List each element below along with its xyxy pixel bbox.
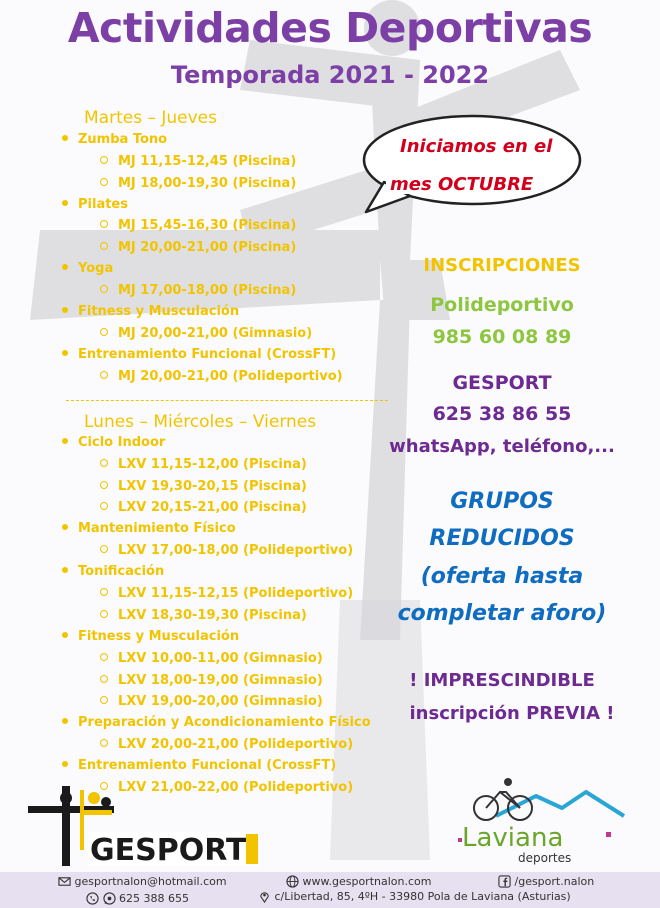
grupos-line-4: completar aforo) xyxy=(397,601,607,626)
bullet-icon xyxy=(62,567,68,573)
footer-facebook[interactable]: /gesport.nalon xyxy=(498,875,594,889)
schedule-item: LXV 10,00-11,00 (Gimnasio) xyxy=(100,651,323,666)
polideportivo-phone: 985 60 08 89 xyxy=(432,326,572,348)
activity-item: Tonificación xyxy=(62,564,164,579)
page-title: Actividades Deportivas xyxy=(67,4,593,52)
schedule-item: LXV 19,00-20,00 (Gimnasio) xyxy=(100,694,323,709)
imprescindible-line-1: ! IMPRESCINDIBLE xyxy=(409,670,595,691)
circle-bullet-icon xyxy=(100,653,108,661)
gesport-logo xyxy=(24,780,264,870)
laviana-logo-subtext: deportes xyxy=(518,851,572,865)
laviana-deportes-logo xyxy=(456,770,636,866)
circle-bullet-icon xyxy=(100,285,108,293)
activity-item: Ciclo Indoor xyxy=(62,435,165,450)
section-divider xyxy=(66,400,388,401)
bubble-text xyxy=(390,128,560,204)
bullet-icon xyxy=(62,438,68,444)
grupos-line-2: REDUCIDOS xyxy=(429,526,575,551)
polideportivo-label: Polideportivo xyxy=(430,294,574,316)
circle-bullet-icon xyxy=(100,739,108,747)
activity-item: Yoga xyxy=(62,261,113,276)
activity-item: Fitness y Musculación xyxy=(62,629,239,644)
inscripciones-heading: INSCRIPCIONES xyxy=(423,255,581,276)
schedule-item: MJ 18,00-19,30 (Piscina) xyxy=(100,176,296,191)
activity-item: Entrenamiento Funcional (CrossFT) xyxy=(62,758,336,773)
grupos-line-1: GRUPOS xyxy=(450,489,554,514)
activity-item: Fitness y Musculación xyxy=(62,304,239,319)
email-icon xyxy=(58,875,71,888)
circle-bullet-icon xyxy=(100,545,108,553)
activity-item: Entrenamiento Funcional (CrossFT) xyxy=(62,347,336,362)
activity-item: Zumba Tono xyxy=(62,132,167,147)
schedule-item: LXV 11,15-12,00 (Piscina) xyxy=(100,457,307,472)
bullet-icon xyxy=(62,524,68,530)
bullet-icon xyxy=(62,718,68,724)
location-icon xyxy=(258,890,271,903)
schedule-item: LXV 11,15-12,15 (Polideportivo) xyxy=(100,586,353,601)
section-heading-lunes-miercoles-viernes: Lunes – Miércoles – Viernes xyxy=(84,412,317,432)
footer-phone[interactable]: 625 388 655 xyxy=(86,892,189,906)
page-subtitle: Temporada 2021 - 2022 xyxy=(170,61,490,89)
gesport-label: GESPORT xyxy=(452,372,552,394)
bubble-line-1: Iniciamos en el xyxy=(400,136,553,157)
schedule-item: LXV 20,15-21,00 (Piscina) xyxy=(100,500,307,515)
section-heading-martes-jueves: Martes – Jueves xyxy=(84,108,217,128)
circle-bullet-icon xyxy=(100,459,108,467)
circle-bullet-icon xyxy=(100,371,108,379)
activity-item: Pilates xyxy=(62,197,128,212)
activity-item: Mantenimiento Físico xyxy=(62,521,236,536)
bullet-icon xyxy=(62,761,68,767)
bullet-icon xyxy=(62,350,68,356)
bullet-icon xyxy=(62,632,68,638)
schedule-item: LXV 17,00-18,00 (Polideportivo) xyxy=(100,543,353,558)
footer-website[interactable]: www.gesportnalon.com xyxy=(286,875,431,889)
bullet-icon xyxy=(62,307,68,313)
imprescindible-line-2: inscripción PREVIA ! xyxy=(409,703,615,724)
bullet-icon xyxy=(62,264,68,270)
circle-bullet-icon xyxy=(100,220,108,228)
circle-bullet-icon xyxy=(100,502,108,510)
circle-bullet-icon xyxy=(100,588,108,596)
schedule-item: LXV 21,00-22,00 (Polideportivo) xyxy=(100,780,353,795)
schedule-item: MJ 20,00-21,00 (Polideportivo) xyxy=(100,369,343,384)
schedule-item: MJ 11,15-12,45 (Piscina) xyxy=(100,154,296,169)
footer-address: c/Libertad, 85, 4ºH - 33980 Pola de Laviana (Asturias) xyxy=(258,890,571,904)
globe-icon xyxy=(286,875,299,888)
schedule-item: LXV 19,30-20,15 (Piscina) xyxy=(100,479,307,494)
laviana-logo-text: Laviana xyxy=(462,823,564,853)
schedule-item: LXV 18,00-19,00 (Gimnasio) xyxy=(100,673,323,688)
gesport-logo-text: GESPORT xyxy=(90,833,247,868)
circle-bullet-icon xyxy=(100,610,108,618)
whatsapp-contact: whatsApp, teléfono,... xyxy=(389,436,615,457)
circle-bullet-icon xyxy=(100,242,108,250)
circle-bullet-icon xyxy=(100,675,108,683)
schedule-item: MJ 20,00-21,00 (Gimnasio) xyxy=(100,326,312,341)
schedule-item: LXV 18,30-19,30 (Piscina) xyxy=(100,608,307,623)
whatsapp-icon xyxy=(103,892,116,905)
circle-bullet-icon xyxy=(100,156,108,164)
circle-bullet-icon xyxy=(100,481,108,489)
schedule-item: MJ 17,00-18,00 (Piscina) xyxy=(100,283,296,298)
circle-bullet-icon xyxy=(100,696,108,704)
grupos-line-3: (oferta hasta xyxy=(420,564,584,589)
bullet-icon xyxy=(62,200,68,206)
schedule-item: LXV 20,00-21,00 (Polideportivo) xyxy=(100,737,353,752)
footer-email[interactable]: gesportnalon@hotmail.com xyxy=(58,875,227,889)
facebook-icon xyxy=(498,875,511,888)
circle-bullet-icon xyxy=(100,328,108,336)
bullet-icon xyxy=(62,135,68,141)
bubble-line-2: mes OCTUBRE xyxy=(390,174,534,195)
circle-bullet-icon xyxy=(100,178,108,186)
schedule-item: MJ 15,45-16,30 (Piscina) xyxy=(100,218,296,233)
schedule-item: MJ 20,00-21,00 (Piscina) xyxy=(100,240,296,255)
phone-icon xyxy=(86,892,99,905)
activity-item: Preparación y Acondicionamiento Físico xyxy=(62,715,371,730)
gesport-phone: 625 38 86 55 xyxy=(432,403,572,425)
